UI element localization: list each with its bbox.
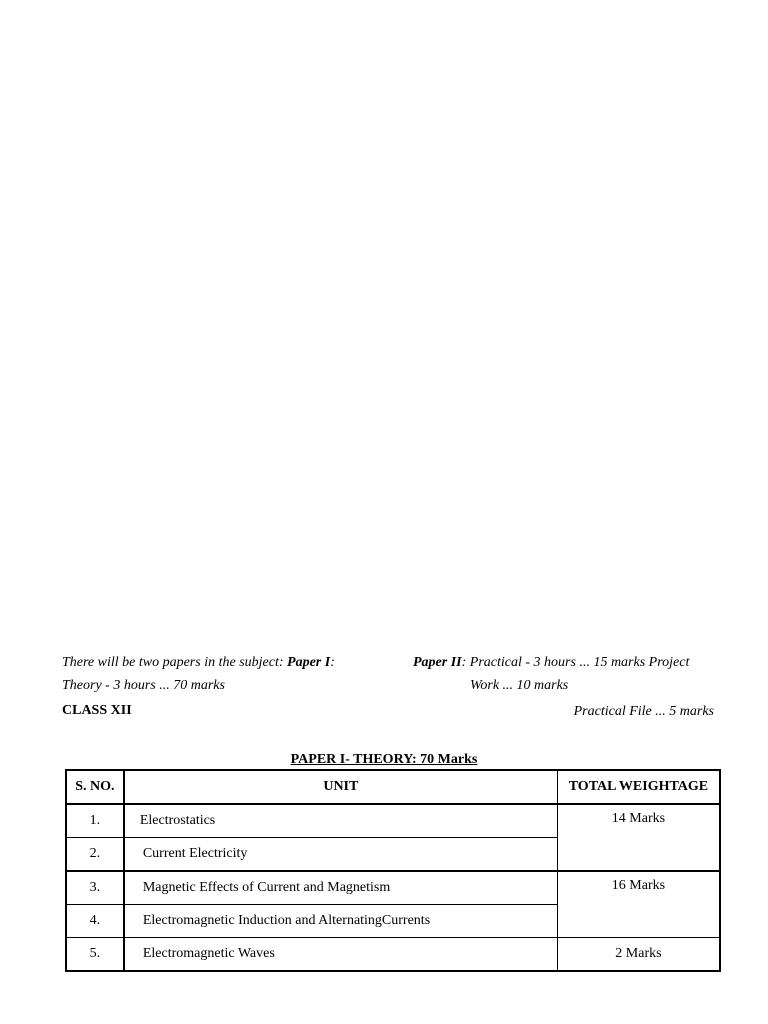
row-sno: 5. [66, 938, 124, 972]
paper-2-line-2: Work ... 10 marks [470, 678, 569, 693]
paper-1-label: Paper I [287, 655, 331, 670]
row-unit: Electrostatics [124, 804, 558, 838]
row-unit: Magnetic Effects of Current and Magnetism [124, 871, 558, 905]
table-title: PAPER I- THEORY: 70 Marks [290, 752, 478, 767]
row-sno: 1. [66, 804, 124, 838]
row-unit: Electromagnetic Induction and AlternatingCurrents [124, 905, 558, 938]
practical-file-marks: Practical File ... 5 marks [573, 704, 714, 719]
row-weightage: 14 Marks [557, 804, 720, 871]
table-header-row [66, 770, 720, 804]
header-weightage: TOTAL WEIGHTAGE [557, 770, 720, 804]
intro-text: There will be two papers in the subject: [62, 655, 288, 670]
paper-2-line-1 [413, 654, 689, 672]
header-sno: S. NO. [66, 770, 124, 804]
row-sno: 3. [66, 871, 124, 905]
paper-2-label: Paper II [413, 655, 462, 670]
class-label: CLASS XII [62, 703, 132, 718]
theory-marks-table [65, 769, 721, 972]
row-unit: Current Electricity [124, 838, 558, 872]
row-sno: 4. [66, 905, 124, 938]
header-unit: UNIT [124, 770, 558, 804]
table-row [66, 804, 720, 838]
table-row [66, 938, 720, 972]
paper-2-text: : Practical - 3 hours ... 15 marks Project [461, 655, 690, 670]
row-unit: Electromagnetic Waves [124, 938, 558, 972]
intro-line-1 [62, 654, 335, 672]
theory-duration: Theory - 3 hours ... 70 marks [62, 678, 225, 693]
row-weightage: 16 Marks [557, 871, 720, 938]
table-row [66, 871, 720, 905]
row-sno: 2. [66, 838, 124, 872]
row-weightage: 2 Marks [557, 938, 720, 972]
paper-1-colon: : [330, 655, 335, 670]
